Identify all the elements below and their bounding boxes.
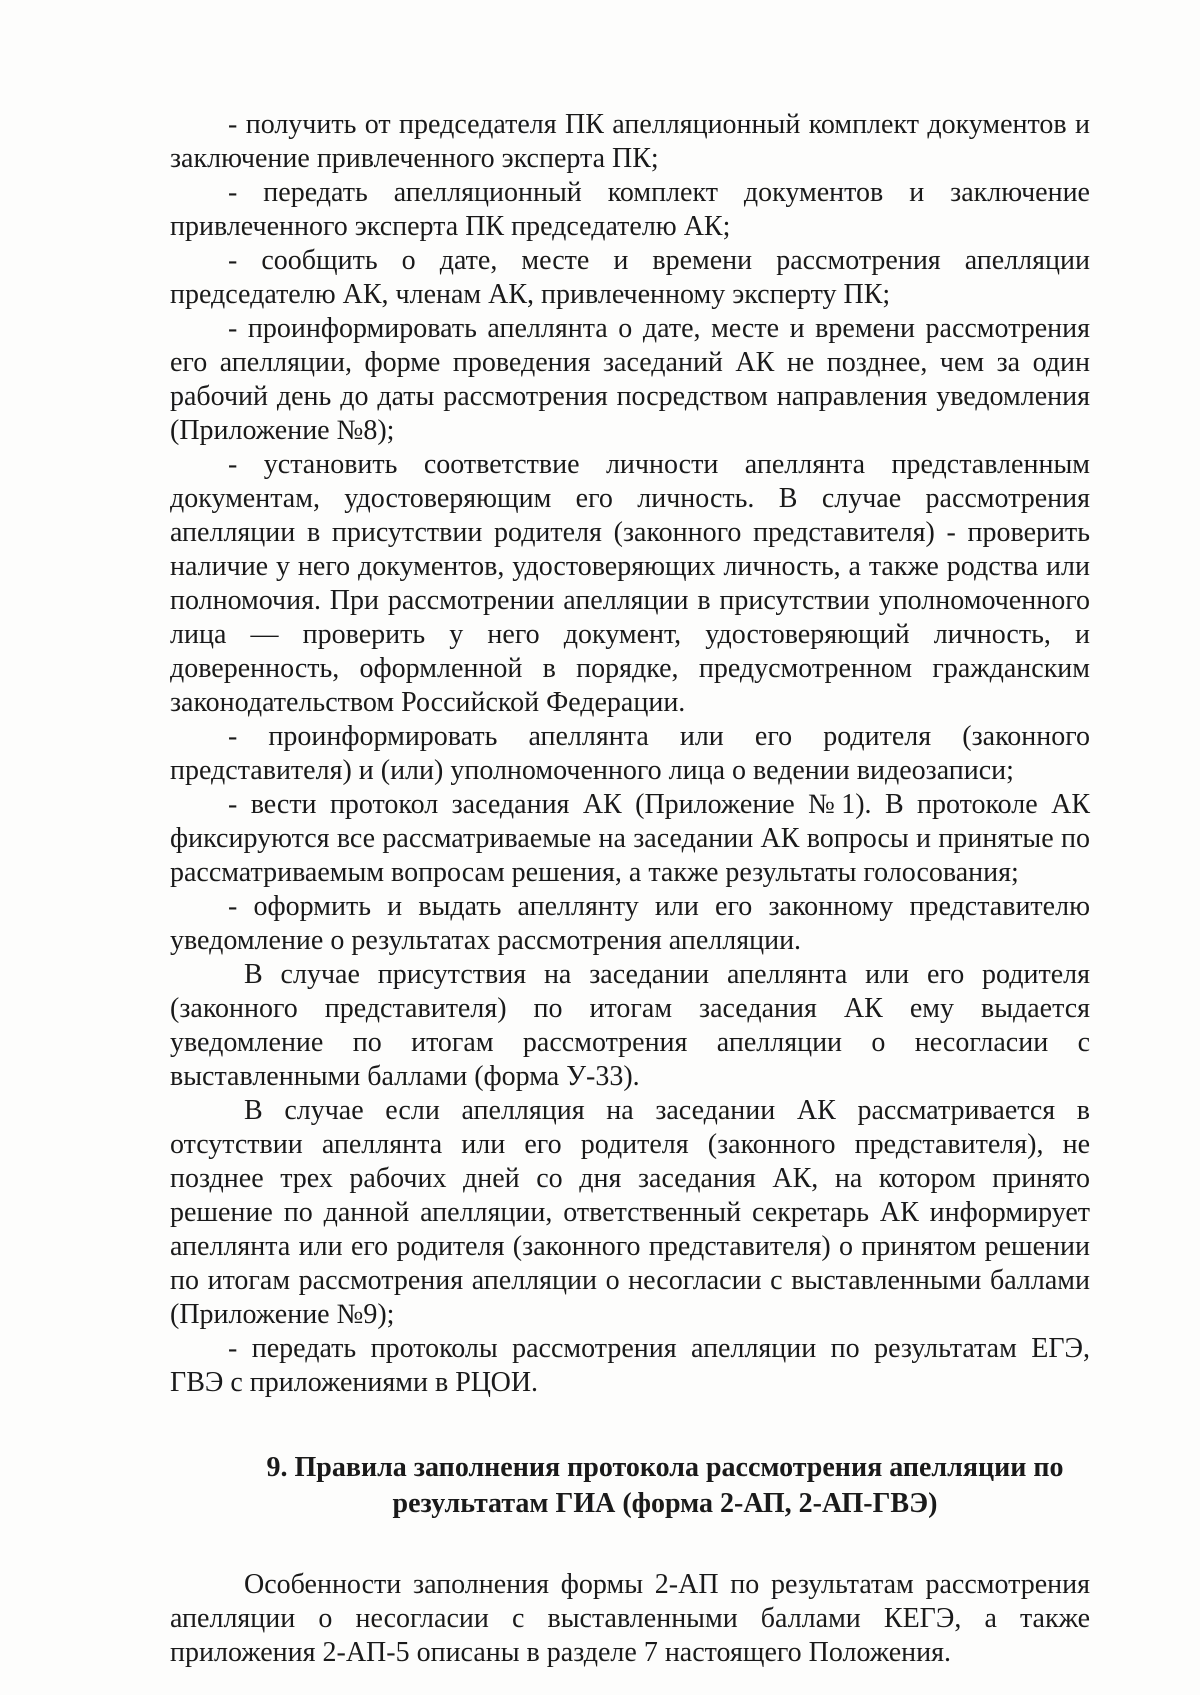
list-item: - сообщить о дате, месте и времени рассмотрения апелляции председателю АК, членам АК, привлеченному эксперту ПК; <box>170 245 1090 310</box>
list-item: - оформить и выдать апеллянту или его законному представителю уведомление о результатах рассмотрения апелляции. <box>170 891 1090 956</box>
list-item: - получить от председателя ПК апелляционный комплект документов и заключение привлеченного эксперта ПК; <box>170 109 1090 174</box>
paragraph: В случае если апелляция на заседании АК рассматривается в отсутствии апеллянта или его родителя (законного представителя), не позднее трех рабочих дней со дня заседания АК, на котором принято решение по данной апелляции, ответственный секретарь АК информирует апеллянта или его родителя (законного представителя) о принятом решении по итогам рассмотрения апелляции о несогласии с выставленными баллами (Приложение №9); <box>170 1095 1090 1330</box>
paragraph: Особенности заполнения формы 2-АП по результатам рассмотрения апелляции о несогласии с выставленными баллами КЕГЭ, а также приложения 2-АП-5 описаны в разделе 7 настоящего Положения. <box>170 1569 1090 1668</box>
list-item: - проинформировать апеллянта или его родителя (законного представителя) и (или) уполномоченного лица о ведении видеозаписи; <box>170 721 1090 786</box>
list-item: - проинформировать апеллянта о дате, месте и времени рассмотрения его апелляции, форме проведения заседаний АК не позднее, чем за один рабочий день до даты рассмотрения посредством направления уведомления (Приложение №8); <box>170 313 1090 446</box>
section-heading-line: 9. Правила заполнения протокола рассмотрения апелляции по <box>266 1452 1064 1483</box>
list-item: - вести протокол заседания АК (Приложение №1). В протоколе АК фиксируются все рассматриваемые на заседании АК вопросы и принятые по рассматриваемым вопросам решения, а также результаты голосования; <box>170 789 1090 888</box>
section-heading-line: результатам ГИА (форма 2-АП, 2-АП-ГВЭ) <box>392 1488 938 1519</box>
section-heading <box>170 1450 1090 1522</box>
paragraph: В случае присутствия на заседании апеллянта или его родителя (законного представителя) по итогам заседания АК ему выдается уведомление по итогам рассмотрения апелляции о несогласии с выставленными баллами (форма У-33). <box>170 959 1090 1092</box>
document-body <box>170 108 1090 1670</box>
list-item: - передать протоколы рассмотрения апелляции по результатам ЕГЭ, ГВЭ с приложениями в РЦОИ. <box>170 1333 1090 1398</box>
list-item: - установить соответствие личности апеллянта представленным документам, удостоверяющим его личность. В случае рассмотрения апелляции в присутствии родителя (законного представителя) - проверить наличие у него документов, удостоверяющих личность, а также родства или полномочия. При рассмотрении апелляции в присутствии уполномоченного лица — проверить у него документ, удостоверяющий личность, и доверенность, оформленной в порядке, предусмотренном гражданским законодательством Российской Федерации. <box>170 449 1090 718</box>
list-item: - передать апелляционный комплект документов и заключение привлеченного эксперта ПК председателю АК; <box>170 177 1090 242</box>
